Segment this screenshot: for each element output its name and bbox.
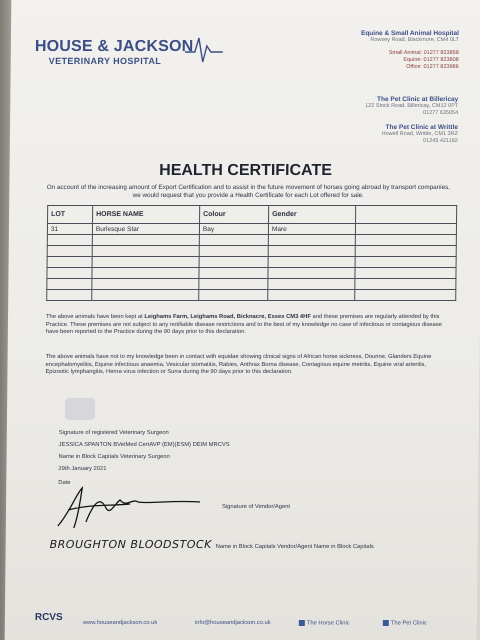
cell <box>92 235 199 246</box>
writtle-address: Howell Road, Writtle, CM1 3RZ <box>381 131 458 137</box>
vendor-signature-label: Signature of Vendor/Agent <box>222 504 291 510</box>
main-hospital-name: Equine & Small Animal Hospital <box>360 30 460 37</box>
main-address-block <box>361 30 459 71</box>
cell-colour: Bay <box>199 224 268 235</box>
cell <box>268 290 355 301</box>
cell-extra <box>355 224 456 235</box>
footer-pet-clinic[interactable]: The Pet Clinic <box>390 620 427 627</box>
cell <box>47 268 92 279</box>
writtle-name: The Pet Clinic at Writtle <box>385 124 459 131</box>
cell <box>199 279 268 290</box>
facebook-icon <box>299 620 305 626</box>
page-title: HEALTH CERTIFICATE <box>159 162 333 179</box>
table-row <box>47 246 456 257</box>
header-colour: Colour <box>200 206 269 224</box>
cell <box>268 257 355 268</box>
writtle-phone: 01245 421162 <box>423 138 458 144</box>
premises-text-post: and these premises are regularly attended by this Practice. These premises are not subject to any notifiable disease restrictions and to the best of my knowledge no case of infectious or contagious disease have been reported to the Practice during the 90 days prior to this declaration. <box>45 314 442 336</box>
cell <box>355 279 456 290</box>
cell <box>199 257 268 268</box>
cell <box>92 257 199 268</box>
certificate-paper <box>5 0 480 640</box>
cell-gender: Mare <box>268 224 355 235</box>
practice-subtitle: VETERINARY HOSPITAL <box>48 56 162 66</box>
office-phone: Office: 01277 823986 <box>406 64 459 70</box>
vet-name-label: Name in Block Capitals Veterinary Surgeon <box>58 454 170 460</box>
premises-address: Leighams Farm, Leighams Road, Bicknacre, Essex CM3 4HF <box>144 314 311 320</box>
date-label: Date <box>58 480 71 486</box>
cell <box>92 268 199 279</box>
equine-phone: Equine: 01277 823808 <box>403 57 459 63</box>
premises-text-pre: The above animals have been kept at <box>46 314 145 320</box>
vet-signature-label: Signature of registered Veterinary Surgeon <box>58 430 169 436</box>
cell <box>92 246 199 257</box>
cell <box>47 290 92 301</box>
vet-stamp <box>65 398 95 420</box>
intro-text: On account of the increasing amount of Export Certification and to assist in the future movement of horses going abroad by transport companies, we would request that you provide a Health Certificate for each Lot offered for sale. <box>46 184 451 199</box>
header-gender: Gender <box>269 206 356 224</box>
cell <box>268 246 355 257</box>
letterhead-logo <box>35 38 194 66</box>
table-row <box>47 257 456 268</box>
cell <box>47 279 92 290</box>
cell <box>355 235 456 246</box>
table-row <box>47 268 456 279</box>
vendor-signature-icon <box>50 482 221 532</box>
cell <box>355 257 456 268</box>
cell <box>355 246 456 257</box>
cell <box>268 235 355 246</box>
heartbeat-icon <box>185 32 225 66</box>
header-horse-name: HORSE NAME <box>93 206 200 224</box>
header-lot: LOT <box>48 206 93 224</box>
small-animal-phone: Small Animal: 01277 823858 <box>388 50 459 56</box>
footer-email[interactable]: info@houseandjackson.co.uk <box>194 620 271 626</box>
billericay-address-block <box>365 96 458 117</box>
cell <box>47 257 92 268</box>
footer-horse-clinic[interactable]: The Horse Clinic <box>306 620 350 627</box>
cell <box>199 268 268 279</box>
rcvs-logo: RCVS <box>34 612 63 623</box>
cell <box>355 268 456 279</box>
billericay-phone: 01277 635054 <box>422 110 459 116</box>
main-hospital-address: Rowsey Road, Blackmore, CM4 0LT <box>370 37 459 43</box>
cell <box>47 235 92 246</box>
table-row <box>47 290 456 301</box>
billericay-name: The Pet Clinic at Billericay <box>376 96 459 103</box>
cell <box>355 290 456 301</box>
disease-declaration: The above animals have not to my knowledge been in contact with equidae showing clinical signs of African horse sickness, Dourine, Glanders Equine encephalomyelitis, Equine infectious anaemia, Vesicular stomatitis, Rabies, Anthrax Borna disease, Contagious equine metritis, Equine viral arteritis, Epizootic lymphangitis, Henra virus infection or Surra during the 90 days prior to this declaration. <box>45 354 432 376</box>
writtle-address-block <box>382 124 459 145</box>
cell <box>47 246 92 257</box>
cell <box>199 290 268 301</box>
cell <box>268 268 355 279</box>
vendor-name-handwritten: BROUGHTON BLOODSTOCK <box>49 538 212 551</box>
table-row <box>47 279 456 290</box>
vendor-name-label: Name in Block Capitals Vendor/Agent Name in Block Capitals <box>215 544 374 550</box>
cell-lot: 31 <box>47 224 92 235</box>
cell <box>199 246 268 257</box>
vet-name: JESSICA SPANTON BVetMed CertAVP (EM)(ESM) DEIM MRCVS <box>58 442 230 448</box>
cell-horse-name: Burlesque Star <box>92 224 199 235</box>
cell <box>92 290 199 301</box>
facebook-icon <box>383 620 389 626</box>
premises-declaration <box>46 314 446 337</box>
certificate-date: 29th January 2021 <box>58 466 107 472</box>
cell <box>199 235 268 246</box>
cell <box>92 279 199 290</box>
lots-table <box>46 205 457 301</box>
table-header-row <box>48 206 457 224</box>
footer-website[interactable]: www.houseandjackson.co.uk <box>82 620 158 626</box>
header-extra <box>356 206 457 224</box>
footer <box>35 612 457 634</box>
table-row <box>47 235 456 246</box>
table-row <box>47 224 456 235</box>
cell <box>268 279 355 290</box>
practice-name: HOUSE & JACKSON <box>34 38 194 55</box>
billericay-address: 122 Stock Road, Billericay, CM12 0PT <box>365 103 459 109</box>
